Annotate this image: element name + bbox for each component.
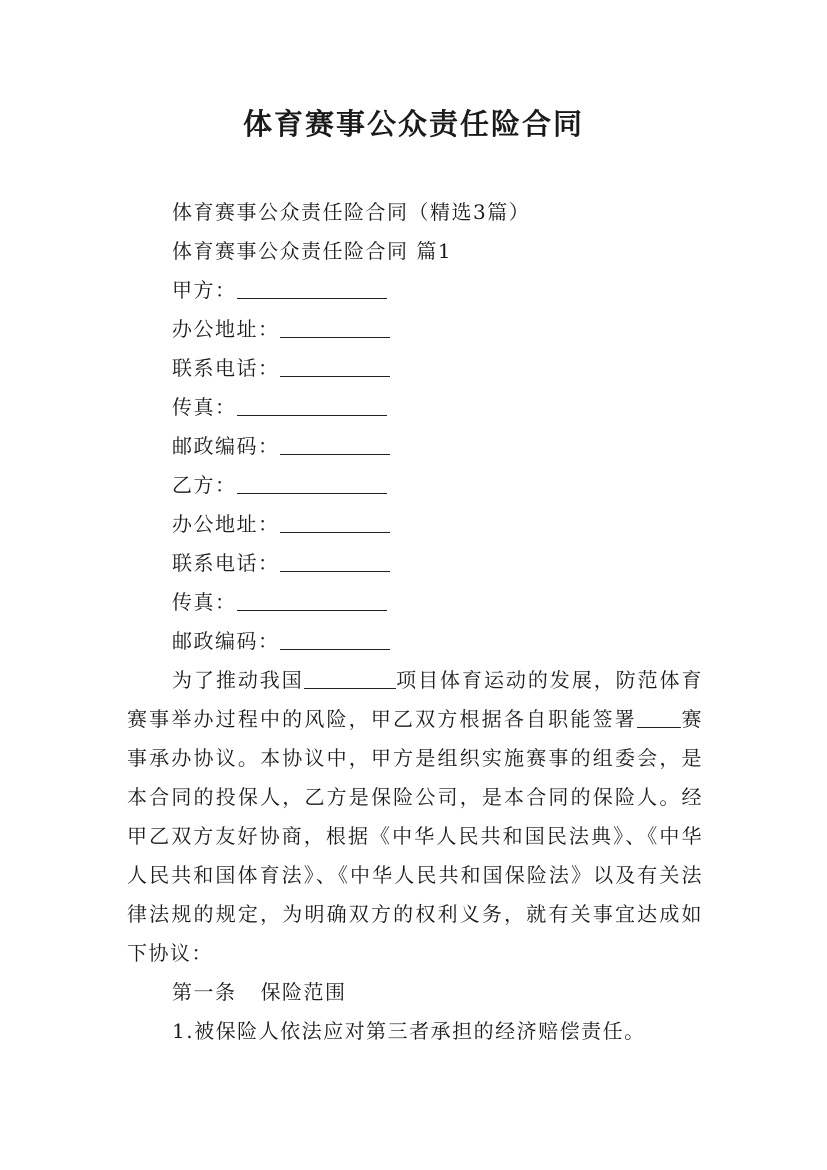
party-b-phone-blank <box>280 549 390 572</box>
party-b-zip-label: 邮政编码： <box>172 629 280 653</box>
party-a-phone-line <box>127 349 703 388</box>
party-a-address-line <box>127 310 703 349</box>
party-a-phone-label: 联系电话： <box>172 356 280 380</box>
party-b-fax-blank <box>237 588 387 611</box>
party-b-line <box>127 466 703 505</box>
party-b-fax-line <box>127 583 703 622</box>
party-b-phone-label: 联系电话： <box>172 551 280 575</box>
party-a-blank <box>237 276 387 299</box>
party-b-address-blank <box>280 510 390 533</box>
party-a-phone-blank <box>280 354 390 377</box>
article-1-heading <box>127 973 703 1012</box>
party-b-phone-line <box>127 544 703 583</box>
party-a-label: 甲方： <box>172 278 237 302</box>
document-title: 体育赛事公众责任险合同 <box>242 107 584 141</box>
party-b-label: 乙方： <box>172 473 237 497</box>
party-a-line <box>127 271 703 310</box>
sport-item-blank <box>304 668 396 689</box>
party-b-fax-label: 传真： <box>172 590 237 614</box>
intro-text-3: 赛事承办协议。本协议中，甲方是组织实施赛事的组委会，是本合同的投保人，乙方是保险公司，是本合同的保险人。经甲乙双方友好协商，根据《中华人民共和国民法典》、《中华人民共和国体育法》、《中华人民共和国保险法》以及有关法律法规的规定，为明确双方的权利义务，就有关事宜达成如下协议： <box>127 707 704 965</box>
party-b-blank <box>237 471 387 494</box>
party-a-zip-line <box>127 427 703 466</box>
document-body <box>127 193 703 1051</box>
article-number: 第一条 <box>172 980 237 1004</box>
intro-paragraph <box>127 661 703 973</box>
part-heading: 体育赛事公众责任险合同 篇1 <box>172 239 453 263</box>
party-b-zip-blank <box>280 627 390 650</box>
article-1-item-1: 1.被保险人依法应对第三者承担的经济赔偿责任。 <box>172 1019 646 1043</box>
party-a-fax-blank <box>237 393 387 416</box>
party-a-fax-line <box>127 388 703 427</box>
party-a-zip-label: 邮政编码： <box>172 434 280 458</box>
intro-text-1: 为了推动我国 <box>172 668 304 692</box>
party-b-zip-line <box>127 622 703 661</box>
subtitle-line: 体育赛事公众责任险合同（精选3篇） <box>172 200 531 224</box>
party-a-fax-label: 传真： <box>172 395 237 419</box>
party-b-address-line <box>127 505 703 544</box>
event-name-blank <box>637 707 681 728</box>
party-a-address-blank <box>280 315 390 338</box>
article-title: 保险范围 <box>260 980 347 1004</box>
party-a-zip-blank <box>280 432 390 455</box>
party-a-address-label: 办公地址： <box>172 317 280 341</box>
party-b-address-label: 办公地址： <box>172 512 280 536</box>
intro-text-2: 项目体育运动的发展，防范体育赛事举办过程中的风险，甲乙双方根据各自职能签署 <box>127 668 704 731</box>
